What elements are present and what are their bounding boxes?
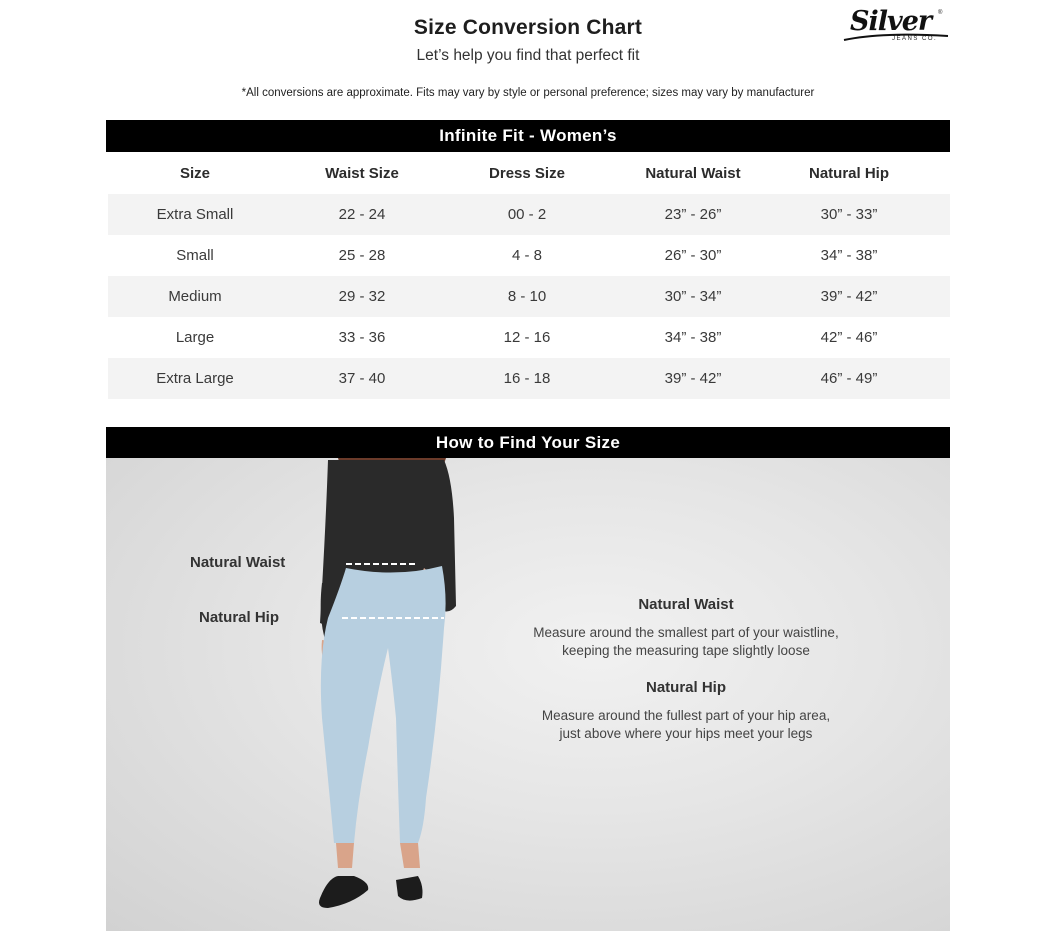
measurement-photo: [106, 458, 950, 931]
size-table: [108, 153, 950, 399]
natural-hip-label: Natural Hip: [199, 609, 280, 626]
table-cell: 26” - 30”: [664, 247, 722, 264]
table-cell: 16 - 18: [503, 370, 551, 387]
table-cell: 22 - 24: [338, 206, 386, 223]
logo-subtext: JEANS CO.: [892, 36, 938, 42]
table-cell: Extra Large: [156, 370, 234, 387]
logo-wordmark: Silver: [850, 6, 932, 37]
hip-description-line: Measure around the fullest part of your hip area,: [541, 708, 831, 723]
table-row: [108, 194, 950, 235]
table-cell: 34” - 38”: [664, 329, 722, 346]
table-cell: 25 - 28: [338, 247, 386, 264]
brand-logo: [842, 6, 952, 46]
table-cell: 8 - 10: [507, 288, 547, 305]
table-cell: Large: [175, 329, 215, 346]
column-header: Dress Size: [489, 165, 565, 182]
table-cell: 37 - 40: [338, 370, 386, 387]
column-header: Waist Size: [325, 165, 399, 182]
table-cell: 34” - 38”: [820, 247, 878, 264]
table-cell: 39” - 42”: [820, 288, 878, 305]
right-ankle-shape: [400, 843, 420, 868]
table-cell: 00 - 2: [507, 206, 547, 223]
table-cell: 33 - 36: [338, 329, 386, 346]
column-header: Natural Waist: [645, 165, 741, 182]
column-header: Size: [179, 165, 210, 182]
waist-description-line: Measure around the smallest part of your waistline,: [533, 625, 839, 640]
table-cell: 30” - 34”: [664, 288, 722, 305]
hip-heading: Natural Hip: [645, 679, 726, 696]
page-subtitle: Let’s help you find that perfect fit: [416, 47, 640, 64]
table-row: [108, 317, 950, 358]
disclaimer-note: *All conversions are approximate. Fits may vary by style or personal preference; sizes may vary by manufacturer: [241, 87, 815, 99]
column-header: Natural Hip: [808, 165, 889, 182]
table-cell: 4 - 8: [511, 247, 542, 264]
table-cell: 39” - 42”: [664, 370, 722, 387]
table-cell: Medium: [168, 288, 222, 305]
right-shoe-shape: [396, 876, 423, 901]
hip-description: [486, 707, 886, 742]
table-cell: 23” - 26”: [664, 206, 722, 223]
logo-registered-mark: ®: [938, 10, 943, 16]
table-cell: 42” - 46”: [820, 329, 878, 346]
left-ankle-shape: [336, 843, 354, 868]
hip-description-line: just above where your hips meet your legs: [559, 725, 813, 741]
table-title-bar: Infinite Fit - Women’s: [106, 120, 950, 152]
table-header-row: [108, 153, 950, 194]
table-row: [108, 276, 950, 317]
table-cell: 46” - 49”: [820, 370, 878, 387]
jeans-shape: [321, 566, 446, 843]
table-cell: 30” - 33”: [820, 206, 878, 223]
left-shoe-shape: [319, 876, 368, 908]
table-cell: 12 - 16: [503, 329, 551, 346]
table-cell: 29 - 32: [338, 288, 386, 305]
table-cell: Small: [176, 247, 214, 264]
page-title: Size Conversion Chart: [413, 16, 643, 39]
waist-description-line: keeping the measuring tape slightly loose: [562, 642, 810, 658]
waist-description: [486, 624, 886, 659]
table-row: [108, 235, 950, 276]
waist-heading: Natural Waist: [638, 596, 734, 613]
howto-title-bar: How to Find Your Size: [106, 427, 950, 458]
natural-waist-label: Natural Waist: [190, 554, 286, 571]
table-row: [108, 358, 950, 399]
table-cell: Extra Small: [156, 206, 234, 223]
